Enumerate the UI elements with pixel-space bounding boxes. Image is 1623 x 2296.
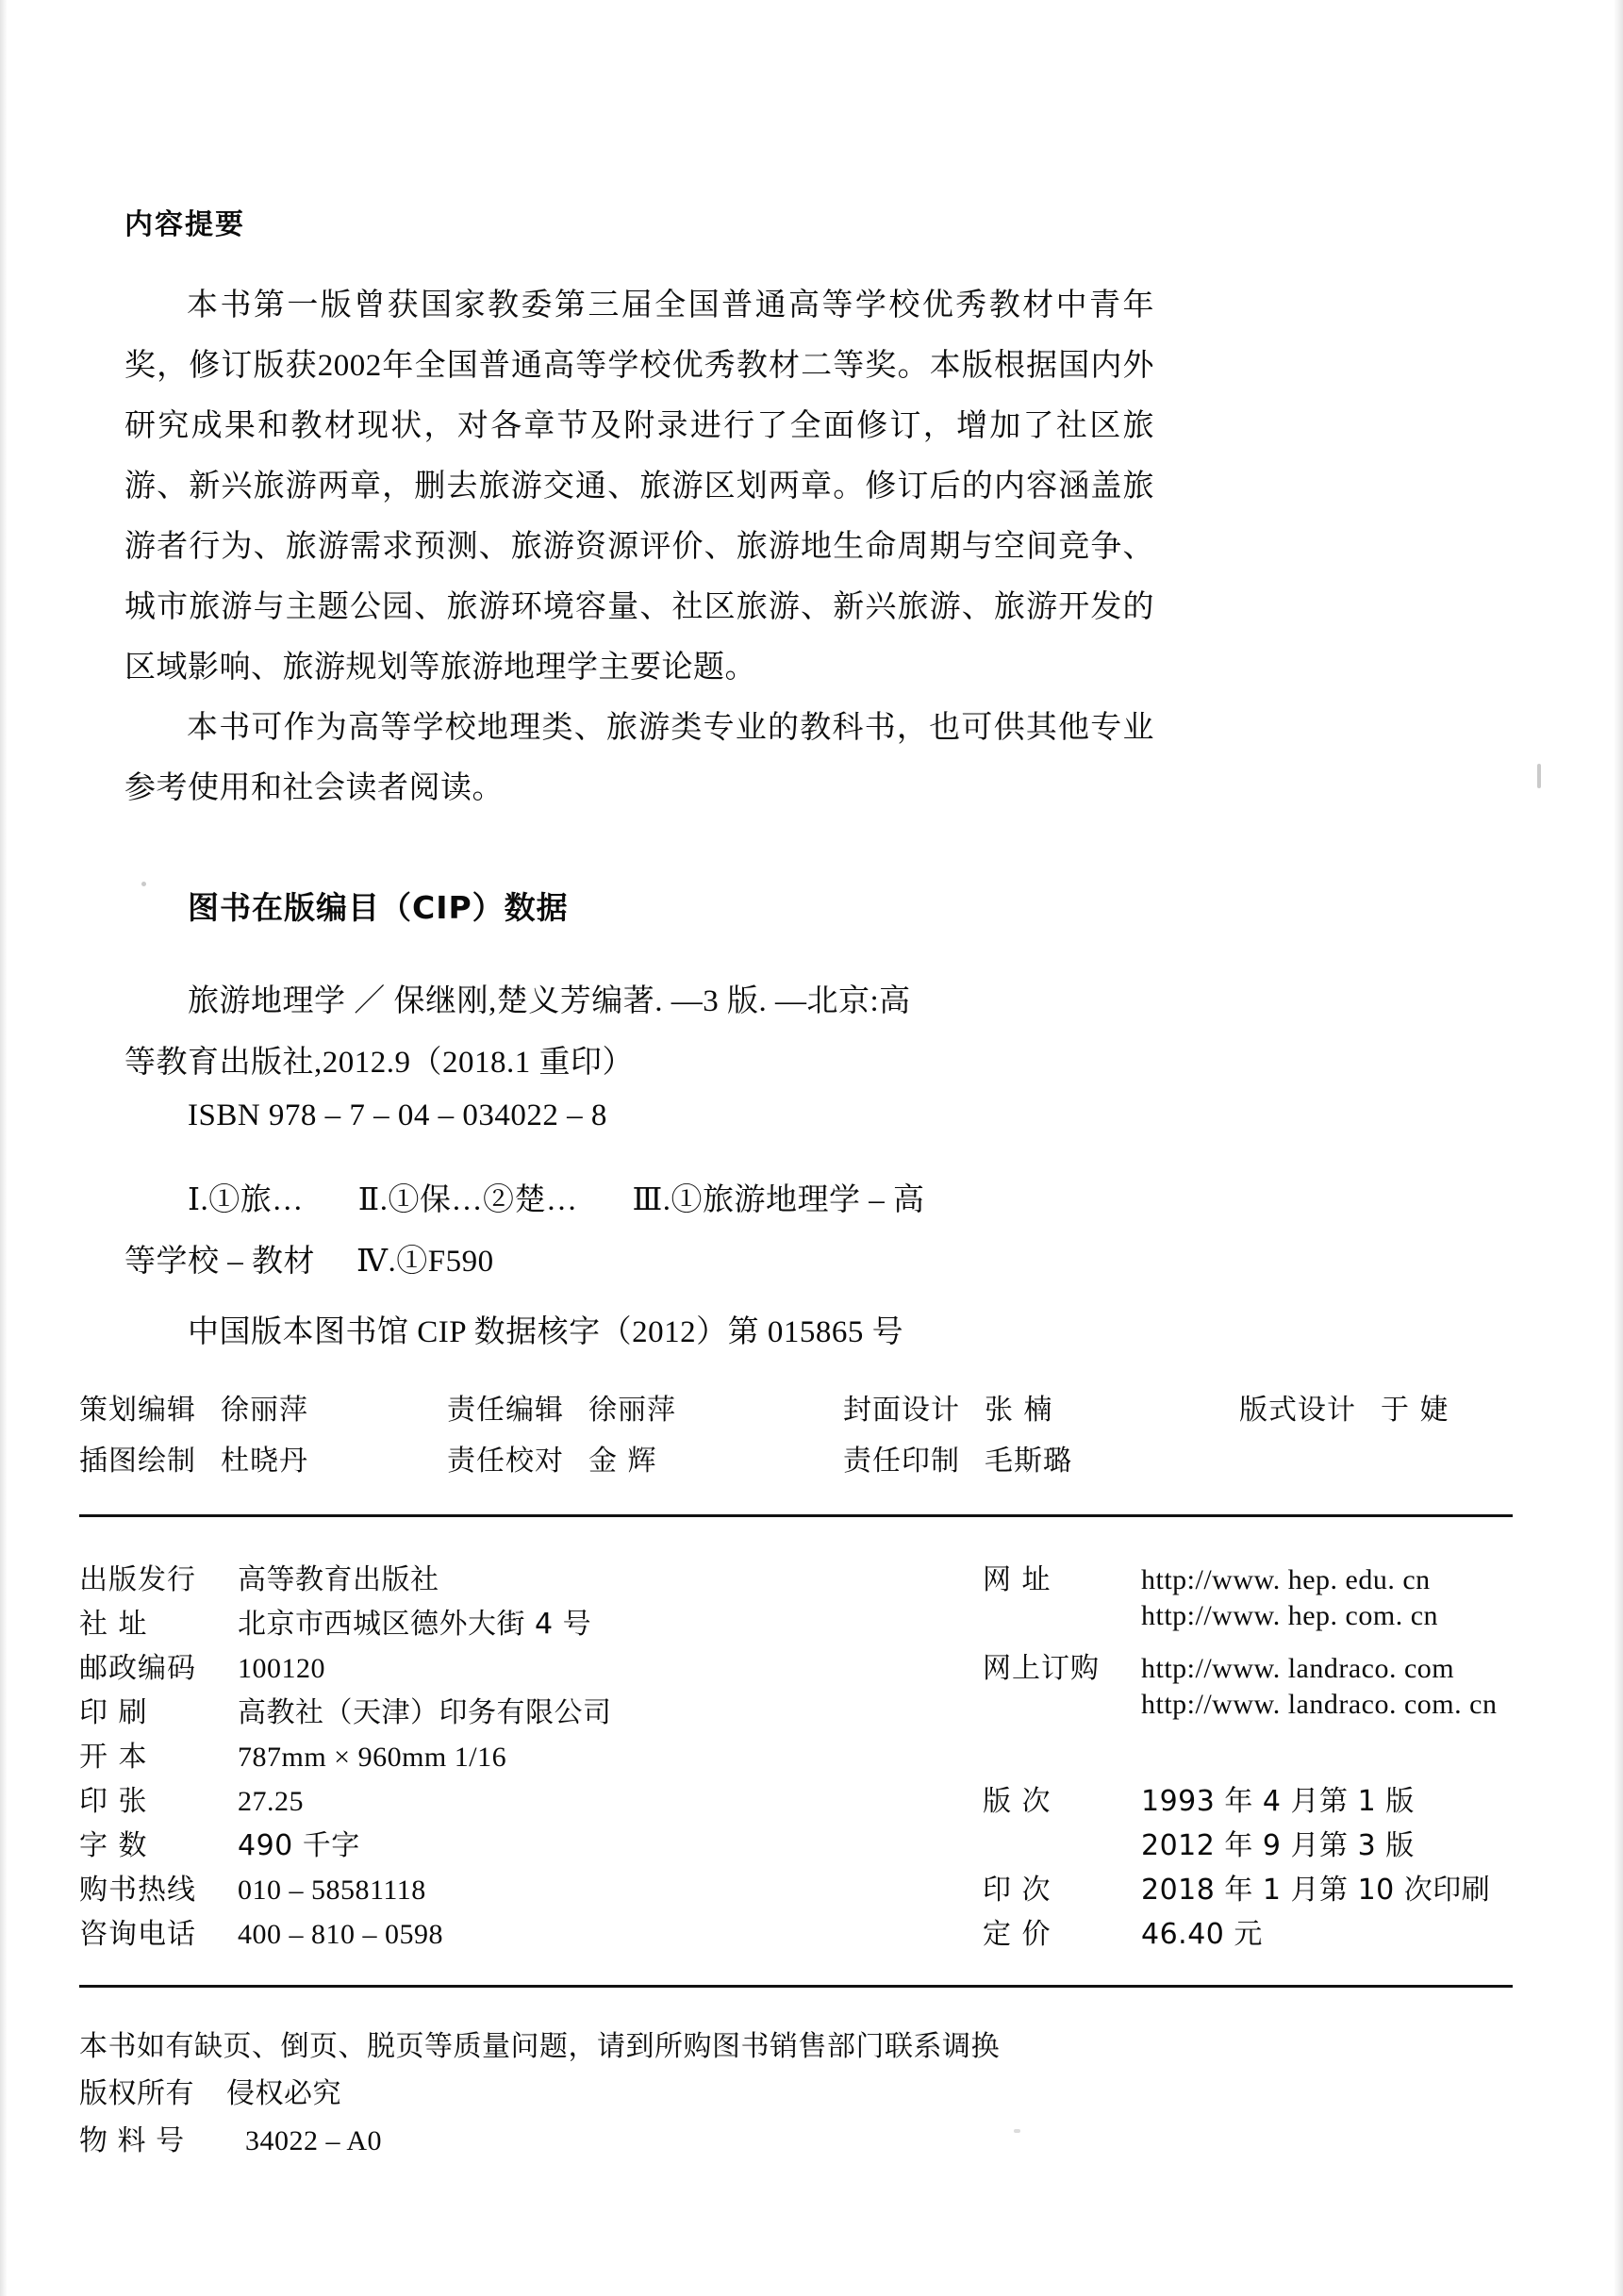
cip-heading: 图书在版编目（CIP）数据 <box>188 889 569 926</box>
imprint-url[interactable]: http://www. hep. com. cn <box>1141 1600 1439 1631</box>
imprint-url[interactable]: http://www. hep. edu. cn <box>1141 1564 1431 1595</box>
imprint-printer <box>79 1689 612 1733</box>
summary-paragraph-1: 本书第一版曾获国家教委第三届全国普通高等学校优秀教材中青年奖，修订版获2002年全国普通高等学校优秀教材二等奖。本版根据国内外研究成果和教材现状，对各章节及附录进行了全面修订，增加了社区旅游、新兴旅游两章，删去旅游交通、旅游区划两章。修订后的内容涵盖旅游者行为、旅游需求预测、旅游资源评价、旅游地生命周期与空间竞争、城市旅游与主题公园、旅游环境容量、社区旅游、新兴旅游、旅游开发的区域影响、旅游规划等旅游地理学主要论题。 <box>124 289 1154 685</box>
imprint-label: 定 价 <box>983 1918 1052 1951</box>
staff-print-supervisor <box>843 1437 1239 1478</box>
imprint-spacer <box>983 1733 1497 1777</box>
imprint-label: 咨询电话 <box>79 1918 196 1951</box>
imprint-label: 印 张 <box>79 1785 148 1818</box>
imprint-publisher <box>79 1556 612 1600</box>
footer-copyright-left: 版权所有 <box>79 2077 194 2110</box>
footer-copyright-right: 侵权必究 <box>226 2077 341 2110</box>
staff-illustrator <box>79 1437 447 1478</box>
staff-label: 封面设计 <box>843 1394 960 1427</box>
scan-speck <box>1537 764 1541 788</box>
imprint-value: 1993 年 4 月第 1 版 <box>1141 1785 1415 1818</box>
imprint-label: 开 本 <box>79 1741 148 1774</box>
footer-defect-notice: 本书如有缺页、倒页、脱页等质量问题，请到所购图书销售部门联系调换 <box>79 2030 1000 2063</box>
cip-title-line: 旅游地理学 ／ 保继刚,楚义芳编著. —3 版. —北京:高 <box>188 984 911 1018</box>
imprint-value: 46.40 元 <box>1141 1918 1263 1951</box>
imprint-value: 787mm × 960mm 1/16 <box>238 1742 507 1773</box>
imprint-value: 北京市西城区德外大街 4 号 <box>238 1608 592 1641</box>
scan-speck <box>1014 2129 1020 2133</box>
staff-value: 于 婕 <box>1381 1394 1449 1427</box>
imprint-label: 网上订购 <box>983 1652 1100 1685</box>
imprint-left-column <box>79 1556 612 1955</box>
cip-class-4: 等学校 – 教材 <box>124 1245 315 1279</box>
imprint-value: 2012 年 9 月第 3 版 <box>1141 1829 1415 1862</box>
cip-classification-line-2 <box>124 1236 494 1280</box>
page-footer <box>79 2023 1000 2164</box>
scan-edge-left <box>0 0 8 2296</box>
imprint-enquiry-phone <box>79 1910 612 1955</box>
imprint-label: 邮政编码 <box>79 1652 196 1685</box>
imprint-sheets <box>79 1777 612 1822</box>
staff-label: 版式设计 <box>1239 1394 1356 1427</box>
imprint-address <box>79 1600 612 1644</box>
imprint-right-column <box>983 1556 1497 1955</box>
summary-paragraph-2: 本书可作为高等学校地理类、旅游类专业的教科书，也可供其他专业参考使用和社会读者阅读。 <box>124 711 1154 805</box>
cip-class-3: Ⅲ.①旅游地理学 – 高 <box>632 1183 925 1217</box>
imprint-label: 社 址 <box>79 1608 148 1641</box>
imprint-wordcount <box>79 1822 612 1866</box>
footer-material-label: 物 料 号 <box>79 2124 185 2157</box>
imprint-label: 印 次 <box>983 1874 1052 1907</box>
imprint-value: 490 千字 <box>238 1829 360 1862</box>
staff-layout-designer <box>1239 1386 1513 1428</box>
imprint-order-hotline <box>79 1866 612 1910</box>
scan-speck <box>141 882 146 886</box>
imprint-label: 购书热线 <box>79 1874 196 1907</box>
cip-catalog-number: 中国版本图书馆 CIP 数据核字（2012）第 015865 号 <box>188 1315 904 1349</box>
staff-value: 毛斯璐 <box>985 1445 1072 1478</box>
staff-label: 策划编辑 <box>79 1394 196 1427</box>
cip-publisher-line: 等教育出版社,2012.9（2018.1 重印） <box>124 1046 634 1080</box>
imprint-online-order-alt <box>983 1689 1497 1733</box>
staff-value: 张 楠 <box>985 1394 1053 1427</box>
staff-row <box>79 1386 1513 1437</box>
imprint-label: 版 次 <box>983 1785 1052 1818</box>
staff-value: 金 辉 <box>588 1445 657 1478</box>
staff-cover-designer <box>843 1386 1239 1428</box>
imprint-value: 高等教育出版社 <box>238 1563 439 1596</box>
cip-class-5: Ⅳ.①F590 <box>356 1245 494 1279</box>
imprint-value: 高教社（天津）印务有限公司 <box>238 1696 612 1729</box>
imprint-edition <box>983 1777 1497 1822</box>
staff-label: 责任校对 <box>447 1445 564 1478</box>
staff-label: 插图绘制 <box>79 1445 196 1478</box>
imprint-value: 2018 年 1 月第 10 次印刷 <box>1141 1874 1491 1907</box>
cip-classification-line-1 <box>188 1175 925 1219</box>
imprint-value: 400 – 810 – 0598 <box>238 1919 443 1950</box>
summary-body <box>124 275 1154 818</box>
divider-rule-top <box>79 1514 1513 1517</box>
staff-credits <box>79 1386 1513 1488</box>
imprint-label: 网 址 <box>983 1563 1052 1596</box>
footer-copyright <box>79 2070 1000 2117</box>
staff-responsible-editor <box>447 1386 843 1428</box>
imprint-url[interactable]: http://www. landraco. com. cn <box>1141 1689 1498 1720</box>
imprint-value: 010 – 58581118 <box>238 1875 426 1906</box>
footer-material-value: 34022 – A0 <box>245 2125 383 2156</box>
cip-isbn: ISBN 978 – 7 – 04 – 034022 – 8 <box>188 1098 607 1132</box>
staff-value: 杜晓丹 <box>221 1445 308 1478</box>
imprint-label: 出版发行 <box>79 1563 196 1596</box>
imprint-format <box>79 1733 612 1777</box>
staff-label: 责任编辑 <box>447 1394 564 1427</box>
divider-rule-bottom <box>79 1985 1513 1988</box>
imprint-printing <box>983 1866 1497 1910</box>
imprint-edition-current <box>983 1822 1497 1866</box>
staff-row <box>79 1437 1513 1488</box>
imprint-value: 100120 <box>238 1653 325 1684</box>
staff-value: 徐丽萍 <box>221 1394 308 1427</box>
imprint-url[interactable]: http://www. landraco. com <box>1141 1653 1455 1684</box>
imprint-label: 字 数 <box>79 1829 148 1862</box>
staff-value: 徐丽萍 <box>588 1394 676 1427</box>
imprint-value: 27.25 <box>238 1786 304 1817</box>
footer-material-number <box>79 2117 1000 2164</box>
imprint-price <box>983 1910 1497 1955</box>
cip-class-2: Ⅱ.①保…②楚… <box>357 1183 578 1217</box>
summary-heading: 内容提要 <box>124 208 245 241</box>
imprint-postcode <box>79 1644 612 1689</box>
scan-edge-right <box>1614 0 1623 2296</box>
staff-label: 责任印制 <box>843 1445 960 1478</box>
staff-proofreader <box>447 1437 843 1478</box>
imprint-label: 印 刷 <box>79 1696 148 1729</box>
cip-class-1: Ⅰ.①旅… <box>188 1183 304 1217</box>
imprint-website <box>983 1556 1497 1600</box>
staff-planning-editor <box>79 1386 447 1428</box>
imprint-website-alt <box>983 1600 1497 1644</box>
imprint-online-order <box>983 1644 1497 1689</box>
